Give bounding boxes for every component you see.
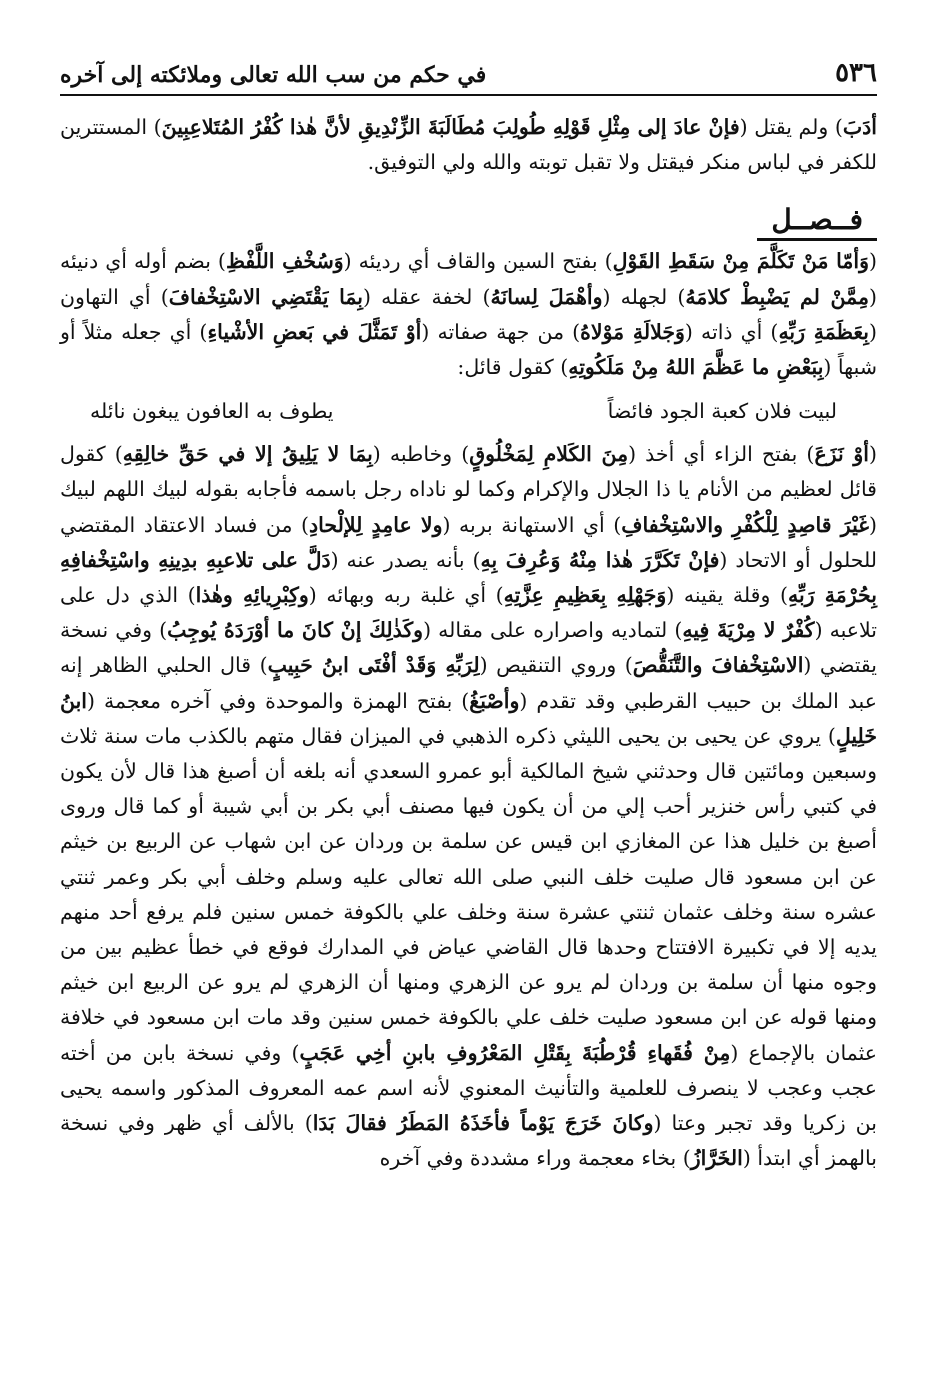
quoted-text: وكَذٰلِكَ إنْ كانَ ما أوْرَدَهُ يُوجِبُ: [167, 618, 424, 643]
section-paragraph-1: [60, 244, 877, 385]
quoted-text: فإنْ تَكَرَّرَ هٰذا مِنْهُ وَعُرِفَ بِهِ: [480, 547, 720, 572]
quoted-text: غَيْرَ قاصِدٍ لِلْكُفْرِ والاسْتِخْفافِ: [621, 512, 869, 537]
page-body: [60, 110, 877, 1176]
commentary-text: ) بفتح السين والقاف أي رديئه (: [343, 249, 613, 274]
commentary-text: ) لجهله (: [602, 284, 686, 309]
verse-second-hemistich: يطوف به العافون يبغون نائله: [90, 399, 334, 424]
commentary-text: ) وفي نسخة يقتضي (: [60, 618, 877, 678]
commentary-text: ) أي جعله مثلاً أو شبهاً (: [60, 319, 877, 380]
quoted-text: لِرَبِّهِ وَقَدْ أفْتَى ابنُ حَبِيبٍ: [267, 653, 480, 678]
commentary-text: ) المستترين للكفر في لباس منكر فيقتل ولا تقبل توبته والله ولي التوفيق.: [60, 115, 877, 175]
quoted-text: وَأمّا مَنْ تَكَلَّمَ مِنْ سَقَطِ القَوْلِ: [612, 249, 869, 274]
section-title-text: فــصــل: [757, 203, 877, 241]
page-number: ٥٣٦: [835, 58, 877, 88]
quoted-text: وأصْبَغُ: [469, 688, 520, 713]
page-header: [60, 44, 877, 88]
running-title: في حكم من سب الله تعالى وملائكته إلى آخره: [60, 62, 487, 88]
commentary-text: ) لتماديه واصراره على مقاله (: [423, 618, 683, 643]
poetry-verse: [60, 389, 877, 433]
commentary-text: (: [868, 249, 877, 274]
quoted-text: بِمَا لا يَلِيقُ إلا في حَقِّ خالِقِهِ: [122, 442, 373, 467]
commentary-text: ) كقول قائل:: [457, 355, 569, 380]
quoted-text: مِنَ الكَلامِ لِمَخْلُوقٍ: [469, 442, 629, 467]
quoted-text: الاسْتِخْفافَ والتَّنَقُّصَ: [632, 653, 804, 678]
quoted-text: بِمَا يَقْتَضِي الاسْتِخْفافَ: [168, 284, 363, 309]
quoted-text: بِبَعْضِ ما عَظَّمَ اللهُ مِنْ مَلَكُوتِهِ: [568, 355, 824, 380]
quoted-text: أوْ نَزَعَ: [814, 442, 869, 467]
commentary-text: (: [869, 442, 877, 467]
commentary-text: ) بخاء معجمة وراء مشددة وفي آخره: [379, 1146, 691, 1171]
commentary-text: ) بأنه يصدر عنه (: [330, 547, 481, 572]
quoted-text: ولا عامِدٍ لِلإلْحادِ: [309, 512, 443, 537]
quoted-text: وكِبْرِيائِهِ وهٰذا: [195, 583, 309, 608]
header-rule: [60, 94, 877, 96]
commentary-text: ) بفتح الهمزة والموحدة وفي آخره معجمة (: [87, 688, 470, 713]
quoted-text: وَجَهْلِهِ بِعَظِيمِ عِزَّتِهِ: [503, 583, 667, 608]
commentary-text: ) الذي دل على تلاعبه (: [60, 583, 877, 643]
commentary-text: ) وقلة يقينه (: [666, 583, 788, 608]
commentary-text: ) من جهة صفاته (: [421, 319, 581, 344]
quoted-text: وكانَ خَرَجَ يَوْماً فأخَذَهُ المَطَرُ فقالَ بَدَا: [312, 1111, 654, 1136]
commentary-text: ) يروي عن يحيى بن يحيى الليثي ذكره الذهبي في الميزان فقال متهم بالكذب مات سنة ثلاث وسبعين ومائتين قال وحدثني شيخ المالكية أبو عمرو السعدي أنه بلغه أن أصبغ هذا قال لأن يكون في كتبي رأس خنزير أحب إلي من أن يكون فيها مصنف أبي بكر بن أبي شيبة أو كما قال وروى أصبغ بن خليل هذا عن المغازي ابن قيس عن سلمة بن وردان عن ابن شهاب عن الربيع بن خيثم عن ابن مسعود قال صليت خلف النبي صلى الله تعالى عليه وسلم وخلف أبي بكر وعمر ثنتي عشره سنة وخلف عثمان ثنتي عشرة سنة وخلف علي بالكوفة خمس سنين فلم يرفع أحد منهم يديه إلا في تكبيرة الافتتاح وحدها قال القاضي عياض في المدارك فوقع في خطأ عظيم بين من وجوه منها أن سلمة بن وردان لم يرو عن الزهري ومنها أن الزهري لم يرو عن الربيع ابن خيثم ومنها قوله عن ابن مسعود صليت خلف علي بالكوفة خمس سنين وقد مات ابن مسعود في خلافة عثمان بالإجماع (: [60, 723, 877, 1065]
commentary-text: ) وروي التنقيص (: [479, 653, 633, 678]
commentary-text: ) أي غلبة ربه وبهائه (: [308, 583, 504, 608]
quoted-text: وَسُخْفِ اللَّفْظِ: [225, 249, 344, 274]
commentary-text: ) ولم يقتل (: [739, 115, 843, 139]
commentary-text: ) وخاطبه (: [372, 442, 470, 467]
quoted-text: وأهْمَلَ لِسانَهُ: [490, 284, 603, 309]
commentary-text: ) من فساد الاعتقاد المقتضي للحلول أو الاتحاد (: [60, 512, 878, 572]
commentary-text: ) بفتح الزاء أي أخذ (: [628, 442, 815, 467]
commentary-text: ) بضم أوله أي دنيئه (: [60, 249, 877, 309]
quoted-text: مِمَّنْ لم يَضْبِطْ كلامَهُ: [685, 284, 869, 309]
section-heading: [60, 202, 877, 238]
quoted-text: كُفْرٌ لا مِرْيَةَ فِيهِ: [682, 618, 815, 643]
commentary-text: ) كقول قائل لعظيم من الأنام يا ذا الجلال والإكرام وكما لو ناداه رجل باسمه فأجابه بقوله لبيك اللهم لبيك (: [60, 442, 877, 537]
commentary-text: ) وفي نسخة بابن من أخته عجب وعجب لا ينصرف للعلمية والتأنيث المعنوي لأنه اسم عمه المعروف المذكور واسمه يحيى بن زكريا وقد تجبر وعتا (: [60, 1040, 877, 1136]
intro-paragraph: [60, 110, 877, 180]
quoted-text: أوْ تَمَثَّلَ في بَعضِ الأشْياءِ: [207, 319, 422, 344]
commentary-text: ) أي التهاون (: [60, 284, 877, 344]
commentary-text: ) أي الاستهانة بربه (: [442, 512, 622, 537]
commentary-text: ) قال الحلبي الظاهر إنه عبد الملك بن حبيب القرطبي وقد تقدم (: [60, 653, 877, 713]
quoted-text: وَجَلالَةِ مَوْلاهُ: [580, 319, 685, 344]
section-paragraph-2: [60, 437, 877, 1176]
commentary-text: ) أي ذاته (: [684, 319, 779, 344]
quoted-text: الخَرَّازُ: [690, 1146, 743, 1171]
quoted-text: دَلَّ على تلاعبِهِ بدِينِهِ واسْتِخْفافِهِ بِحُرْمَةِ رَبِّهِ: [60, 547, 877, 608]
commentary-text: ) بالألف أي ظهر وفي نسخة بالهمز أي ابتدأ (: [60, 1111, 877, 1171]
quoted-text: مِنْ فُقَهاءِ قُرْطُبَةَ بِقَتْلِ المَعْرُوفِ بابنِ أخِي عَجَبٍ: [299, 1040, 731, 1065]
quoted-text: بِعَظَمَةِ رَبِّهِ: [778, 319, 869, 344]
verse-first-hemistich: لبيت فلان كعبة الجود فائضاً: [607, 399, 837, 424]
quoted-text: أدَبَ: [842, 115, 877, 139]
quoted-text: ابنُ خَلِيلٍ: [60, 688, 877, 748]
quoted-text: فإنْ عادَ إلى مِثْلِ قَوْلِهِ طُولِبَ مُطَالَبَةَ الزِّنْدِيقِ لأنَّ هٰذا كُفْرُ المُتَلاعِبِينَ: [161, 115, 740, 139]
commentary-text: ) لخفة عقله (: [362, 284, 491, 309]
